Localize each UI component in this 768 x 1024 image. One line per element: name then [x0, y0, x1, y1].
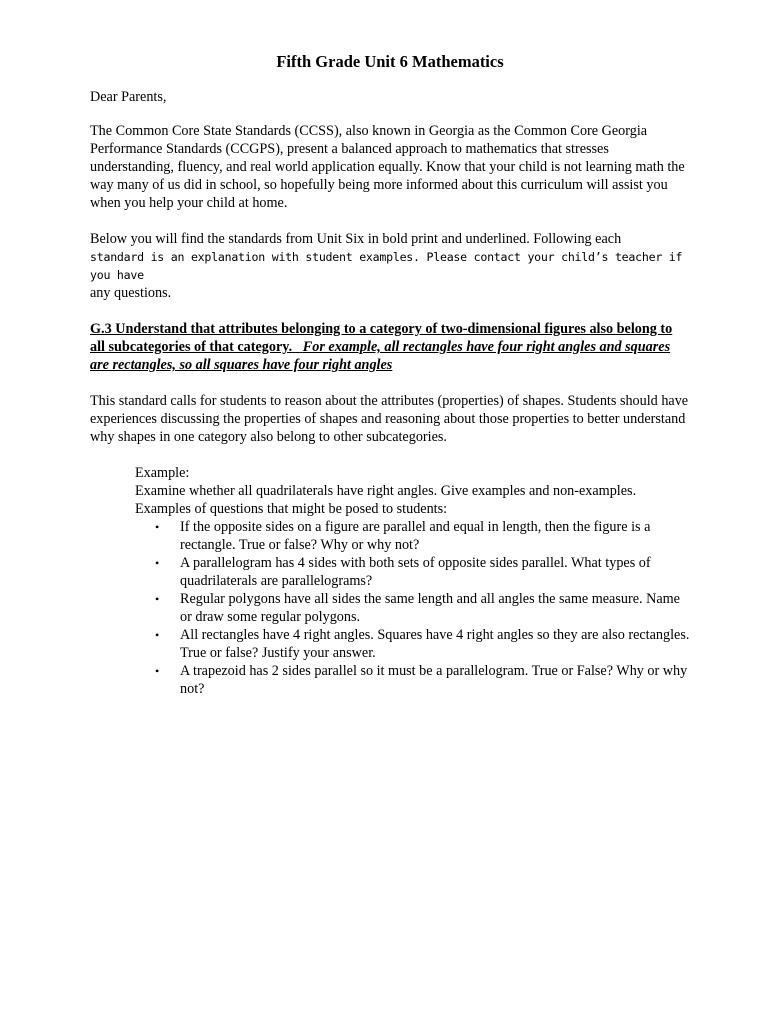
- question-text: A parallelogram has 4 sides with both sets of opposite sides parallel. What types of quadrilaterals are parallelograms?: [180, 555, 651, 589]
- list-item: [135, 590, 695, 626]
- instructions-line-2: standard is an explanation with student examples. Please contact your child’s teacher if you have: [90, 250, 683, 282]
- standard-example: For example, all rectangles have four right angles and squares are rectangles, so all squares have four right angles: [90, 339, 671, 373]
- question-text: A trapezoid has 2 sides parallel so it must be a parallelogram. True or False? Why or why not?: [180, 663, 688, 697]
- bullet-icon: •: [155, 556, 160, 570]
- questions-intro: Examples of questions that might be posed to students:: [135, 501, 448, 517]
- question-text: Regular polygons have all sides the same length and all angles the same measure. Name or draw some regular polygons.: [180, 591, 680, 625]
- example-task: Examine whether all quadrilaterals have right angles. Give examples and non-examples.: [135, 483, 637, 499]
- questions-list: [135, 518, 695, 698]
- list-item: [135, 626, 695, 662]
- instructions-line-3: any questions.: [90, 285, 172, 301]
- bullet-icon: •: [155, 592, 160, 606]
- bullet-icon: •: [155, 628, 160, 642]
- explanation-paragraph: This standard calls for students to reason about the attributes (properties) of shapes. Students should have experiences discussing the properties of shapes and reasoning about those properties to better understand why shapes in one category also belong to other subcategories.: [90, 393, 689, 445]
- example-heading: Example:: [135, 465, 190, 481]
- question-text: If the opposite sides on a figure are parallel and equal in length, then the figure is a rectangle. True or false? Why or why not?: [180, 519, 651, 553]
- list-item: [135, 518, 695, 554]
- bullet-icon: •: [155, 520, 160, 534]
- bullet-icon: •: [155, 664, 160, 678]
- salutation: Dear Parents,: [90, 89, 167, 105]
- list-item: [135, 554, 695, 590]
- instructions-line-1: Below you will find the standards from Unit Six in bold print and underlined. Following each: [90, 231, 622, 247]
- document-page: [90, 52, 690, 698]
- standard-g3: [90, 320, 690, 374]
- instructions-paragraph: [90, 230, 690, 302]
- page-title: Fifth Grade Unit 6 Mathematics: [276, 52, 504, 71]
- example-block: [135, 464, 695, 698]
- intro-paragraph: The Common Core State Standards (CCSS), also known in Georgia as the Common Core Georgia Performance Standards (CCGPS), present a balanced approach to mathematics that stresses understanding, fluency, and real world application equally. Know that your child is not learning math the way many of us did in school, so hopefully being more informed about this curriculum will assist you when you help your child at home.: [90, 123, 685, 211]
- standard-statement: G.3 Understand that attributes belonging to a category of two-dimensional figures also belong to all subcategories of that category.: [90, 321, 673, 355]
- list-item: [135, 662, 695, 698]
- question-text: All rectangles have 4 right angles. Squares have 4 right angles so they are also rectangles. True or false? Justify your answer.: [180, 627, 690, 661]
